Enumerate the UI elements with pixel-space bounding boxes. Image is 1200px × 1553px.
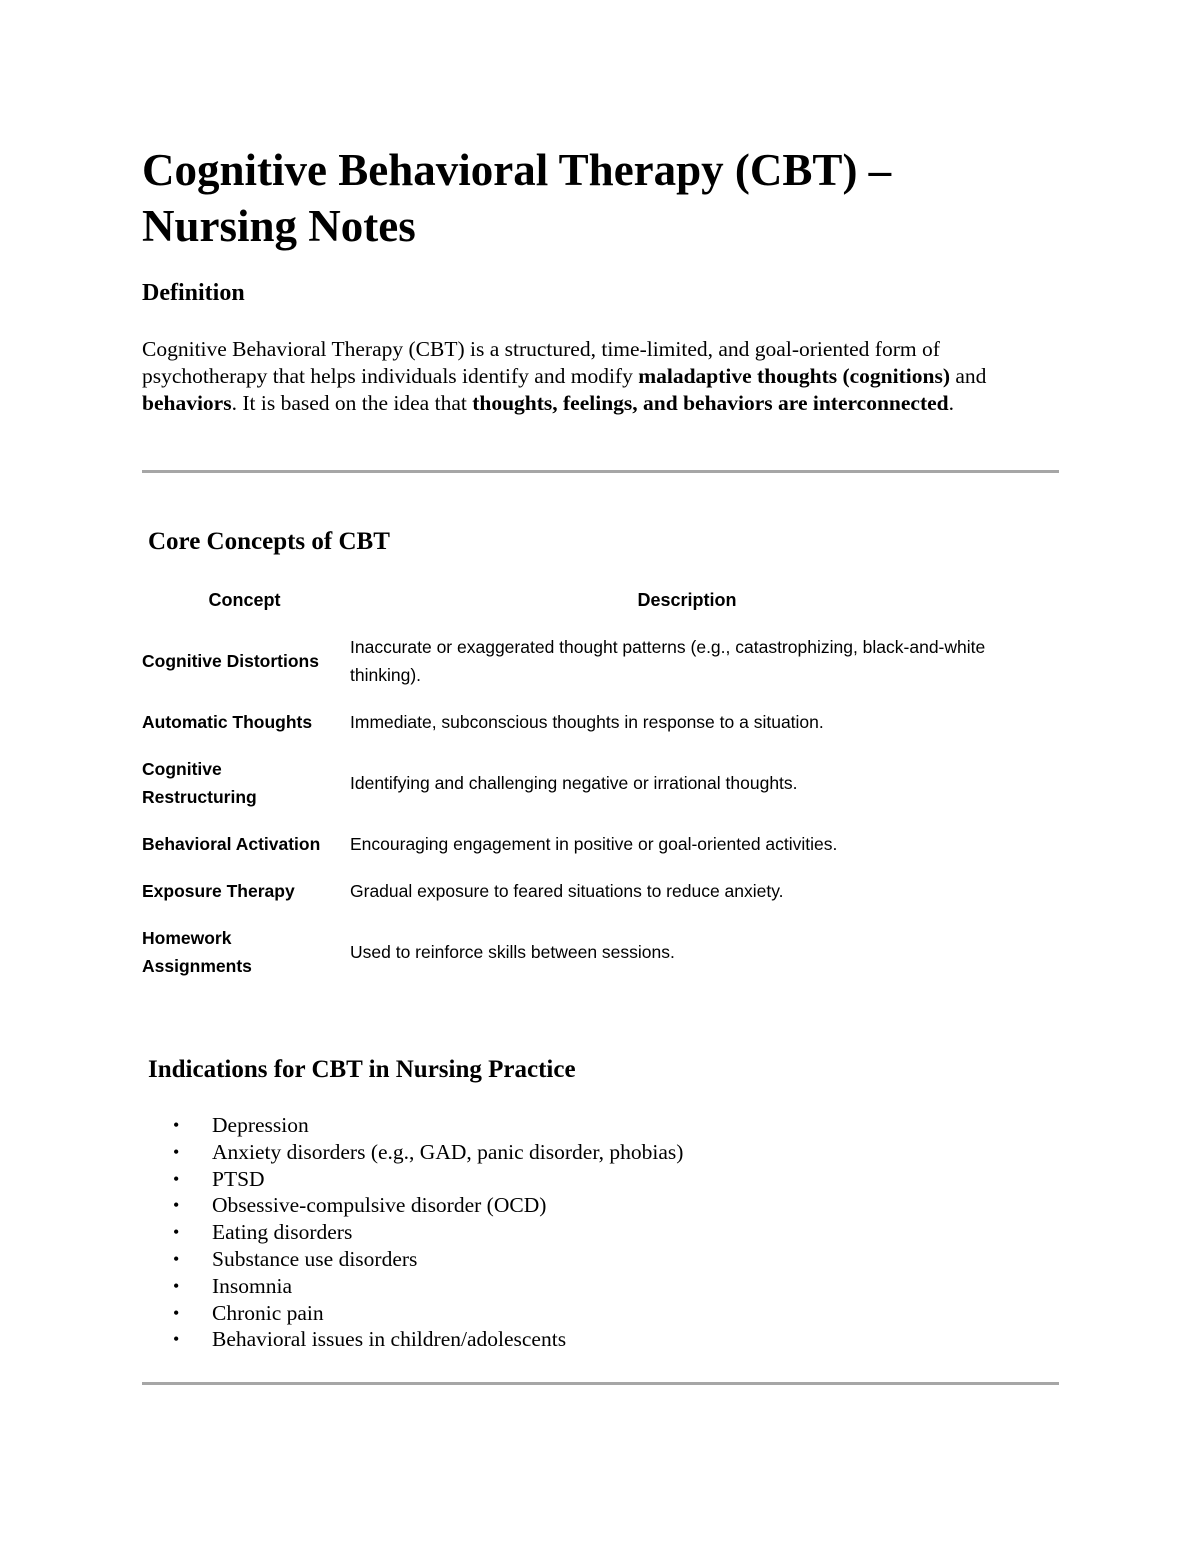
indications-heading: Indications for CBT in Nursing Practice xyxy=(148,1056,576,1083)
definition-heading: Definition xyxy=(142,280,245,306)
table-row xyxy=(142,755,1032,811)
definition-text-4: . xyxy=(948,391,954,415)
bullet-icon: • xyxy=(173,1168,180,1189)
description-cell: Inaccurate or exaggerated thought patterns (e.g., catastrophizing, black-and-white thinking). xyxy=(350,637,986,685)
column-header-description: Description xyxy=(637,589,737,610)
bullet-icon: • xyxy=(173,1195,180,1216)
list-item xyxy=(142,1246,683,1273)
description-cell: Gradual exposure to feared situations to reduce anxiety. xyxy=(350,881,784,901)
list-item xyxy=(142,1112,683,1139)
core-concepts-heading: Core Concepts of CBT xyxy=(148,528,390,555)
list-item-text: Anxiety disorders (e.g., GAD, panic disorder, phobias) xyxy=(212,1139,684,1164)
indications-list xyxy=(142,1112,683,1353)
description-cell: Identifying and challenging negative or irrational thoughts. xyxy=(350,773,798,793)
list-item-text: PTSD xyxy=(212,1166,265,1191)
list-item xyxy=(142,1300,683,1327)
list-item xyxy=(142,1139,683,1166)
list-item xyxy=(142,1166,683,1193)
table-row xyxy=(142,924,1032,980)
concept-cell: Cognitive Distortions xyxy=(142,651,319,671)
table-header-row xyxy=(142,585,1032,615)
list-item-text: Chronic pain xyxy=(212,1300,324,1325)
bullet-icon: • xyxy=(173,1248,180,1269)
list-item-text: Substance use disorders xyxy=(212,1246,418,1271)
core-concepts-table xyxy=(142,585,1032,976)
list-item xyxy=(142,1192,683,1219)
list-item xyxy=(142,1219,683,1246)
bullet-icon: • xyxy=(173,1115,180,1135)
bullet-icon: • xyxy=(173,1329,180,1350)
definition-text-2: and xyxy=(950,364,987,388)
horizontal-divider xyxy=(142,470,1059,473)
column-header-concept: Concept xyxy=(208,589,281,610)
definition-paragraph xyxy=(142,336,1062,417)
list-item-text: Insomnia xyxy=(212,1273,293,1298)
concept-cell: Automatic Thoughts xyxy=(142,712,313,732)
table-row xyxy=(142,830,1032,858)
list-item-text: Behavioral issues in children/adolescents xyxy=(212,1327,567,1352)
list-item-text: Depression xyxy=(212,1113,309,1137)
definition-bold-3: thoughts, feelings, and behaviors are interconnected xyxy=(472,391,949,415)
table-row xyxy=(142,877,1032,905)
bullet-icon: • xyxy=(173,1222,180,1243)
list-item-text: Obsessive-compulsive disorder (OCD) xyxy=(212,1193,547,1218)
list-item xyxy=(142,1273,683,1300)
description-cell: Encouraging engagement in positive or goal-oriented activities. xyxy=(350,834,838,854)
concept-cell: Behavioral Activation xyxy=(142,834,321,854)
list-item-text: Eating disorders xyxy=(212,1220,353,1245)
table-row xyxy=(142,633,1032,689)
concept-cell: Homework Assignments xyxy=(142,928,252,976)
definition-bold-2: behaviors xyxy=(142,391,232,415)
description-cell: Used to reinforce skills between sessions. xyxy=(350,942,675,962)
definition-bold-1: maladaptive thoughts (cognitions) xyxy=(638,364,950,388)
list-item xyxy=(142,1326,683,1353)
horizontal-divider xyxy=(142,1382,1059,1385)
bullet-icon: • xyxy=(173,1302,180,1323)
bullet-icon: • xyxy=(173,1141,180,1162)
page-title: Cognitive Behavioral Therapy (CBT) – Nursing Notes xyxy=(142,145,892,251)
description-cell: Immediate, subconscious thoughts in response to a situation. xyxy=(350,712,824,732)
definition-text-1: Cognitive Behavioral Therapy (CBT) is a structured, time-limited, and goal-oriented form of psychotherapy that helps individuals identify and modify xyxy=(142,337,940,388)
table-row xyxy=(142,708,1032,736)
concept-cell: Exposure Therapy xyxy=(142,881,295,901)
definition-text-3: . It is based on the idea that xyxy=(231,391,473,415)
bullet-icon: • xyxy=(173,1275,180,1296)
concept-cell: Cognitive Restructuring xyxy=(142,759,257,807)
